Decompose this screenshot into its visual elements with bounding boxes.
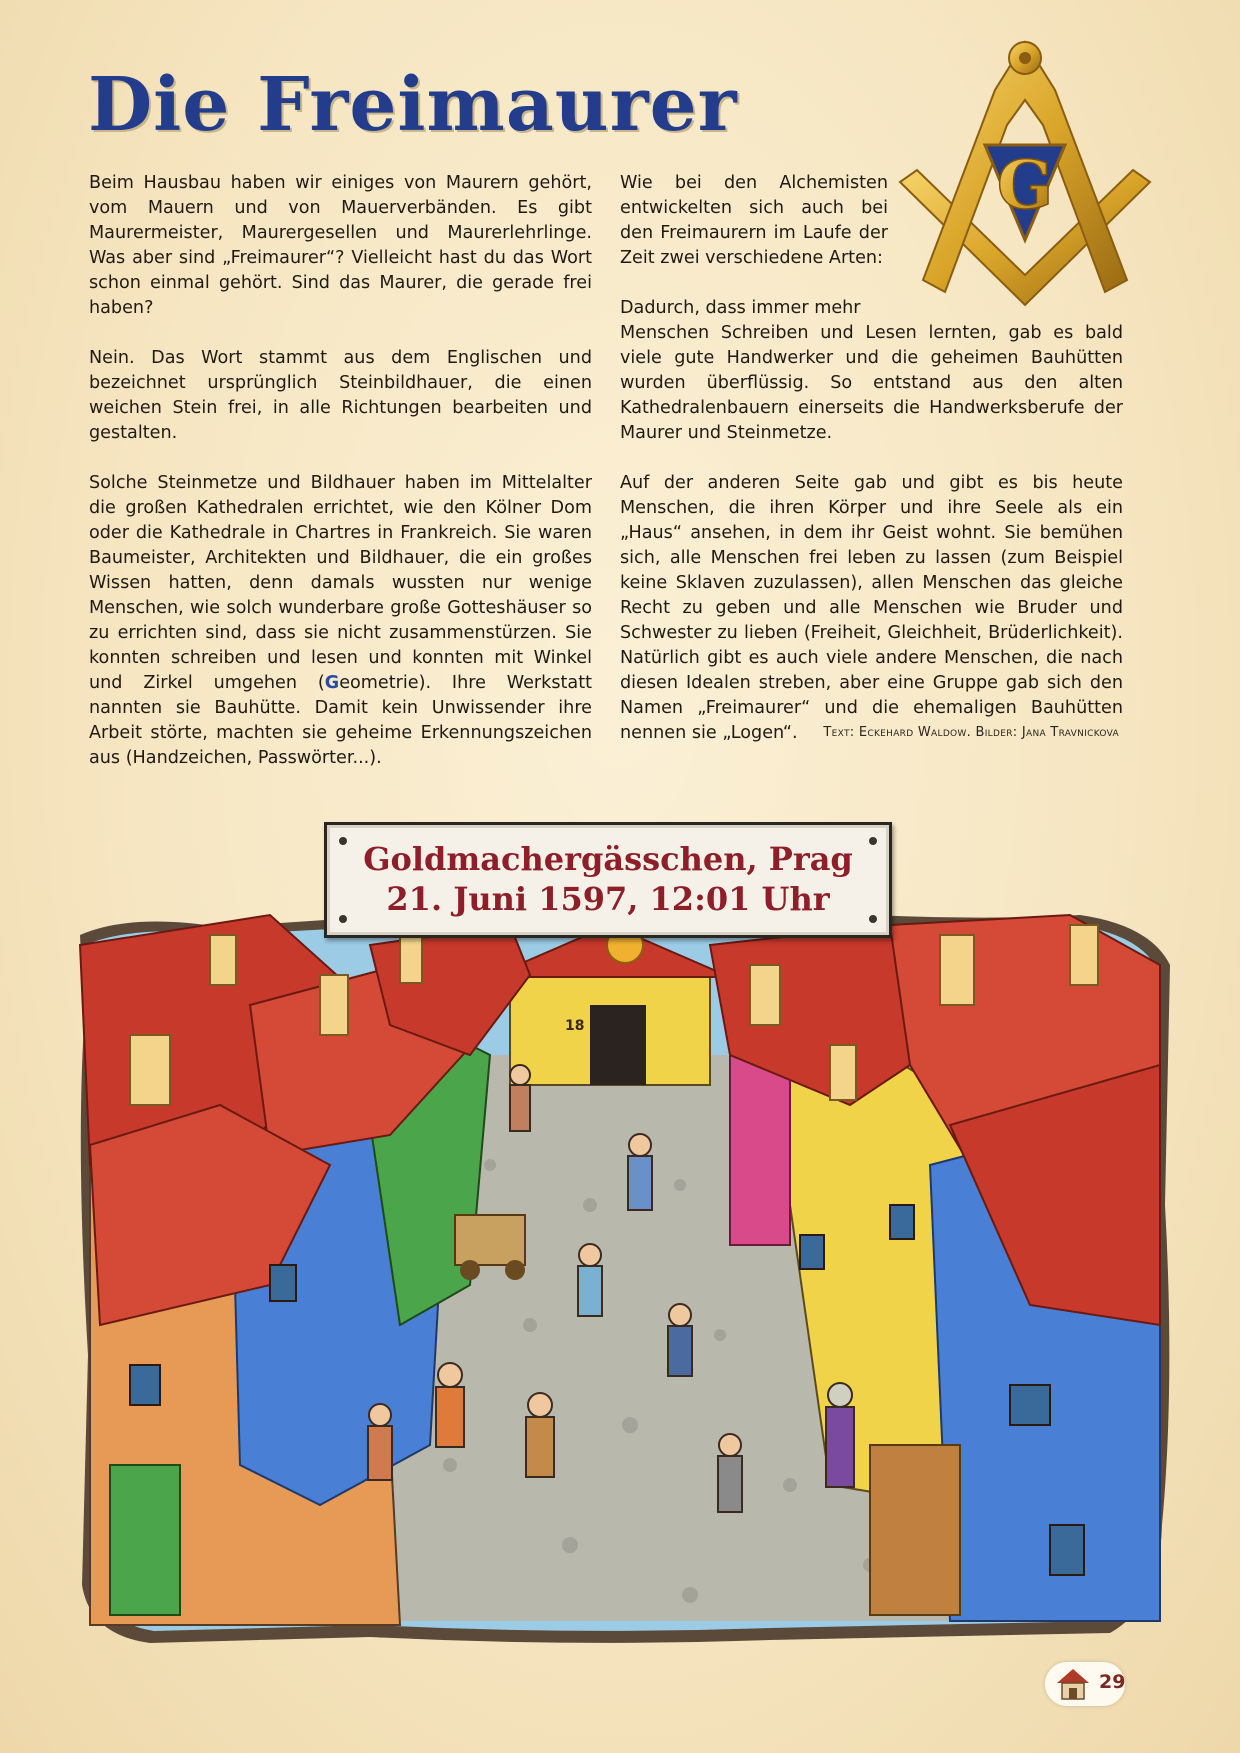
right-paragraph-2-start: Dadurch, dass immer mehr [620,298,861,318]
sign-nail [869,915,877,923]
highlight-letter-g: G [324,673,340,693]
right-paragraph-1: Wie bei den Alchemisten entwickelten sich auch bei den Freimaurern im Laufe der Zeit zwei verschiedene Arten: [620,173,888,268]
emblem-letter-g: G [996,146,1054,224]
sign-nail [339,915,347,923]
page-number-badge [1045,1662,1125,1706]
left-paragraph-2: Nein. Das Wort stammt aus dem Englischen und bezeichnet ursprünglich Steinbildhauer, die einen weichen Stein frei, in alle Richtungen bearbeiten und gestalten. [89,348,592,443]
right-paragraph-3: Auf der anderen Seite gab und gibt es bis heute Menschen, die ihren Körper und ihre Seele als ein „Haus“ ansehen, in dem ihr Geist wohnt. Sie bemühen sich, alle Menschen frei leben zu lassen (zum Beispiel keine Sklaven zuzulassen), allen Menschen das gleiche Recht zu geben und alle Menschen wie Bruder und Schwester zu lieben (Freiheit, Gleichheit, Brüderlichkeit). Natürlich gibt es auch viele andere Menschen, die nach diesen Idealen streben, aber eine Gruppe gab sich den Namen „Freimaurer“ und die ehemaligen Bauhütten nennen sie „Logen“. [620,473,1123,743]
left-paragraph-3 [89,471,592,771]
sign-place: Goldmachergässchen, Prag [363,840,853,878]
sign-nail [339,837,347,845]
sign-date: 21. Juni 1597, 12:01 Uhr [386,880,830,918]
right-paragraph-2-cont: Menschen Schreiben und Lesen lernten, gab es bald viele gute Handwerker und die geheimen Bauhütten wurden überflüssig. So entstand aus den alten Kathedralenbauern einerseits die Handwerksberufe der Maurer und Steinmetze. [620,323,1123,443]
page-number: 29 [1099,1671,1126,1693]
sign-nail [869,837,877,845]
left-text-column [89,171,592,796]
house-icon [1055,1667,1091,1701]
left-paragraph-3-start: Solche Steinmetze und Bildhauer haben im Mittelalter die großen Kathedralen errichtet, wie den Kölner Dom oder die Kathedrale in Chartres in Frankreich. Sie waren Baumeister, Architekten und Bildhauer, die ein großes Wissen hatten, denn damals wussten nur wenige Menschen, wie solch wunderbare große Gotteshäuser so zu errichten sind, dass sie nicht zusammenstürzen. Sie konnten schreiben und lesen und konnten mit Winkel und Zirkel umgehen ( [89,473,592,693]
left-paragraph-3-end: eometrie). Ihre Werkstatt nannten sie Bauhütte. Damit kein Unwissender ihre Arbeit störte, machten sie geheime Erkennungszeichen aus (Handzeichen, Passwörter...). [89,673,592,768]
right-text-column [620,171,1123,771]
location-sign [324,822,892,938]
credits-line: Text: Eckehard Waldow. Bilder: Jana Travnickova [823,725,1119,740]
page-title: Die Freimaurer [88,62,738,148]
left-paragraph-1: Beim Hausbau haben wir einiges von Maurern gehört, vom Mauern und von Mauerverbänden. Es gibt Maurermeister, Maurergesellen und Maurerlehrlinge. Was aber sind „Freimaurer“? Vielleicht hast du das Wort schon einmal gehört. Sind das Maurer, die gerade frei haben? [89,173,592,318]
door-number: 18 [565,1018,585,1034]
goldmachergaesschen-illustration [70,905,1180,1645]
